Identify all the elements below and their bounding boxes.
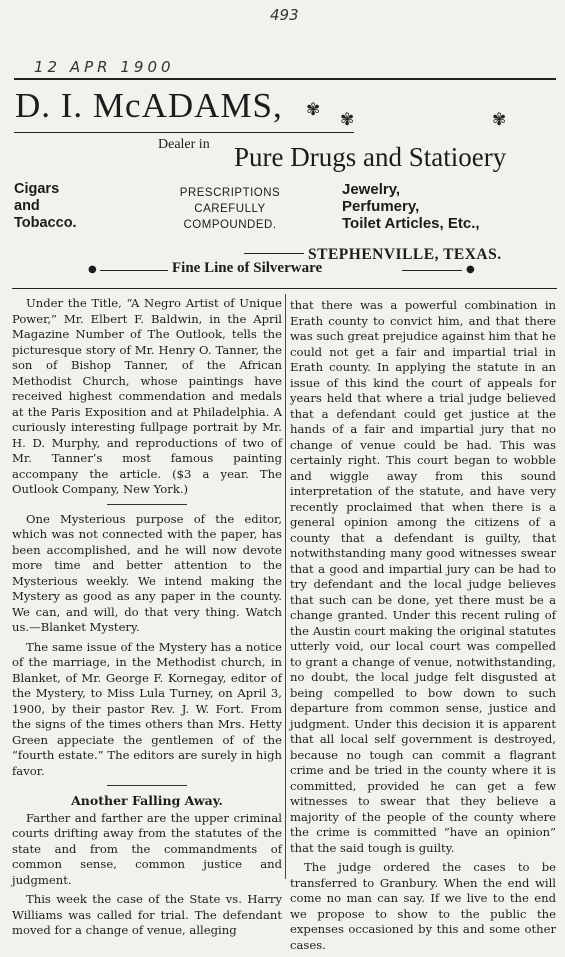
ornament-icon: ✾	[306, 100, 321, 120]
paragraph: that there was a powerful combination in Erath county to convict him, and that there was such great prejudice against him that he could not get a fair and impartial trial in Erath county. In applying the statute in an issue of this kind the court of appeals for years held that where a trial judge believed that a defendant could get justice at the hands of a fair and impartial jury that no change of venue could be had. This was certainly right. This court began to wobble and wiggle away from this sound interpretation of the statute, and have very recently proclaimed that when there is a general opinion among the citizens of a county that a defendant is guilty, that notwithstanding many good witnesses swear that a good and impartial jury can be had to try defendant and the local judge believes that such can be done, yet there must be a change granted. Under this recent ruling of the Austin court making the original statutes utterly void, our local court was compelled to grant a change of venue, notwithstanding, no doubt, the local judge felt disgusted at being compelled to bow down to such departure from common sense, justice and judgment. Under this decision it is apparent that all local self government is destroyed, because no tough can commit a flagrant crime and be tried in the county where it is committed, provided he can get a few witnesses to swear that they believe a majority of the people of the county where the crime is committed “have an opinion” that the said tough is guilty.	[290, 298, 556, 855]
ornament-icon: ✾	[340, 110, 355, 130]
city-line: STEPHENVILLE, TEXAS.	[308, 246, 502, 263]
paragraph: The judge ordered the cases to be transferred to Granbury. When the end will come no man can say. If we live to the end we propose to show to the public the expenses occasioned by this and some other cases.	[290, 860, 556, 952]
paragraph: This week the case of the State vs. Harry Williams was called for trial. The defendant moved for a change of venue, alleging	[12, 892, 282, 937]
ornament-icon: ✾	[492, 110, 507, 130]
article-heading: Another Falling Away.	[71, 793, 223, 808]
handwritten-page-number: 493	[270, 6, 299, 24]
dealer-in-label: Dealer in	[158, 137, 210, 152]
pure-drugs-heading: Pure Drugs and Statioery	[234, 142, 507, 172]
header-rule-top	[14, 78, 556, 80]
separator	[107, 785, 187, 786]
paragraph: Under the Title, “A Negro Artist of Unique Power,” Mr. Elbert F. Baldwin, in the April Magazine Number of The Outlook, tells the picturesque story of Mr. Henry O. Tanner, the son of Bishop Tanner, of the African Methodist Church, whose paintings have received highest commendation and medals at the Paris Exposition and at Philadelphia. A curiously interesting fullpage portrait by Mr. H. D. Murphy, and reproductions of two of Mr. Tanner’s most famous painting accompany the article. ($3 a year. The Outlook Company, New York.)	[12, 296, 282, 496]
paragraph: Farther and farther are the upper criminal courts drifting away from the statutes of the state and from the commandments of common sense, common justice and judgment.	[12, 810, 282, 887]
header-rule-middle	[14, 132, 354, 133]
handwritten-date: 12 APR 1900	[34, 58, 175, 76]
silver-rule-right	[402, 270, 462, 271]
separator	[107, 504, 187, 505]
silver-rule-left	[100, 270, 168, 271]
city-rule	[244, 253, 304, 254]
cigars-tobacco-text: Cigars and Tobacco.	[14, 181, 77, 231]
silverware-line: Fine Line of Silverware	[172, 260, 323, 276]
paragraph: The same issue of the Mystery has a notice of the marriage, in the Methodist church, in Blanket, of Mr. George F. Kornegay, editor of the Mystery, to Miss Lula Turney, on April 3, 1900, by their pastor Rev. J. W. Fort. From the signs of the times others than Mrs. Hetty Green appeciate the gentlemen of of the “fourth estate.” The editors are surely in high favor.	[12, 639, 282, 778]
bullet-icon: ●	[88, 264, 97, 275]
jewelry-text: Jewelry, Perfumery, Toilet Articles, Etc.,	[342, 181, 480, 232]
header-rule-bottom	[12, 288, 557, 289]
prescriptions-text: PRESCRIPTIONS CAREFULLY COMPOUNDED.	[179, 187, 281, 231]
article-column-left	[12, 296, 282, 943]
business-name: D. I. McADAMS,	[15, 86, 283, 125]
paragraph: One Mysterious purpose of the editor, which was not connected with the paper, has been accomplished, and he will now devote more time and better attention to the Mysterious weekly. We intend making the Mystery as good as any paper in the county. We can, and will, do that very thing. Watch us.—Blanket Mystery.	[12, 511, 282, 634]
column-divider	[285, 294, 286, 879]
bullet-icon: ●	[466, 264, 475, 275]
article-column-right	[290, 298, 556, 957]
